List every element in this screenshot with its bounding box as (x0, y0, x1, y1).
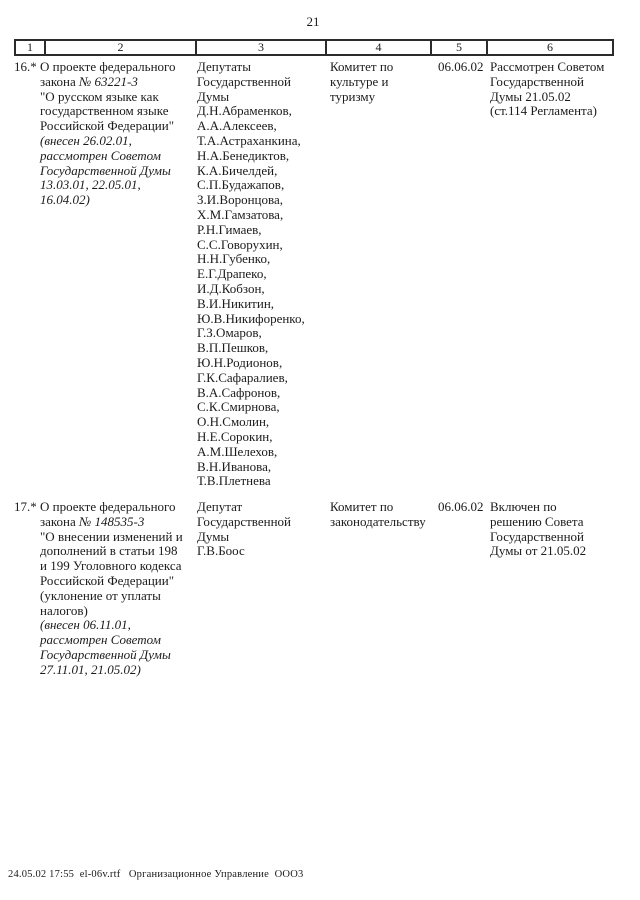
responsible-committee-cell: Комитет по законодательству (330, 499, 426, 529)
column-header-6: 6 (487, 40, 613, 55)
law-project-cell: О проекте федерального закона № 148535-3 "О внесении изменений и дополнений в статьи 198 и 199 Уголовного кодекса Российской Федерации" (уклонение от уплаты налогов) (внесен 06.11.01, рассмотрен Советом Государственной Думы 27.11.01, 21.05.02) (40, 499, 183, 677)
page-number: 21 (306, 14, 320, 29)
status-cell: Включен по решению Совета Государственной Думы от 21.05.02 (490, 499, 587, 559)
initiators-cell: Депутат Государственной Думы Г.В.Боос (197, 499, 292, 559)
row-number-cell: 16.* (14, 59, 37, 74)
consideration-date-cell: 06.06.02 (438, 499, 484, 514)
law-project-cell: О проекте федерального закона № 63221-3 "О русском языке как государственном языке Российской Федерации" (внесен 26.02.01, рассмотрен Советом Государственной Думы 13.03.01, 22.05.01, 16.04.02) (40, 59, 176, 208)
consideration-date-cell: 06.06.02 (438, 59, 484, 74)
column-header-row (15, 40, 613, 55)
column-header-5: 5 (431, 40, 487, 55)
initiators-cell: Депутаты Государственной Думы Д.Н.Абраменков, А.А.Алексеев, Т.А.Астраханкина, Н.А.Бенедиктов, К.А.Бичелдей, С.П.Будажапов, З.И.Воронцова, Х.М.Гамзатова, Р.Н.Гимаев, С.С.Говорухин, Н.Н.Губенко, Е.Г.Драпеко, И.Д.Кобзон, В.И.Никитин, Ю.В.Никифоренко, Г.З.Омаров, В.П.Пешков, Ю.Н.Родионов, Г.К.Сафаралиев, В.А.Сафронов, С.К.Смирнова, О.Н.Смолин, Н.Е.Сорокин, А.М.Шелехов, В.Н.Иванова, Т.В.Плетнева (197, 59, 305, 489)
table-row (14, 500, 612, 678)
column-header-2: 2 (45, 40, 196, 55)
status-cell: Рассмотрен Советом Государственной Думы 21.05.02 (ст.114 Регламента) (490, 59, 605, 119)
table-row (14, 60, 612, 489)
row-number-cell: 17.* (14, 499, 37, 514)
column-number-header-strip (14, 39, 614, 56)
column-header-3: 3 (196, 40, 326, 55)
responsible-committee-cell: Комитет по культуре и туризму (330, 59, 394, 104)
column-header-1: 1 (15, 40, 45, 55)
column-header-4: 4 (326, 40, 431, 55)
footer-imprint: 24.05.02 17:55 el-06v.rtf Организационное Управление ООО3 (8, 869, 304, 880)
